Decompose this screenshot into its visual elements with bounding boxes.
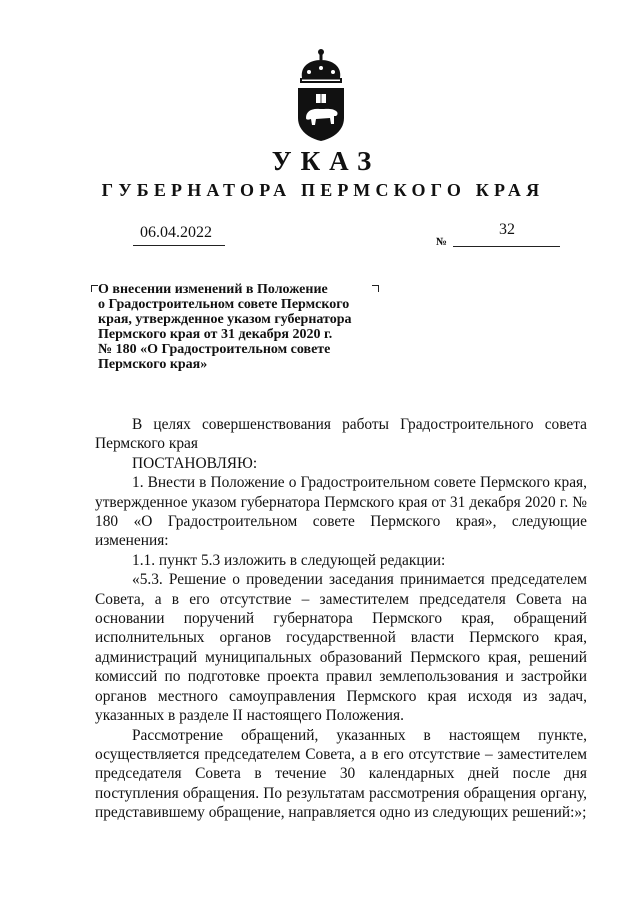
- subject-line: Пермского края»: [98, 357, 208, 372]
- perm-krai-coat-of-arms-icon: [294, 48, 348, 142]
- document-subject: [98, 282, 388, 372]
- clause-5-3-paragraph: «5.3. Решение о проведении заседания принимается председателем Совета, а в его отсутствие – заместителем председателя Совета на основании поручений губернатора Пермского края, обращений исполнительных органов государственной власти Пермского края, администраций муниципальных образований Пермского края, решений комиссий по подготовке проекта правил землепользования и застройки органов местного самоуправления Пермского края исходя из задач, указанных в разделе II настоящего Положения.: [95, 571, 587, 725]
- subject-line: Пермского края от 31 декабря 2020 г.: [98, 327, 333, 342]
- number-underline: [453, 246, 560, 247]
- subject-corner-left: [91, 285, 98, 292]
- document-subtitle: ГУБЕРНАТОРА ПЕРМСКОГО КРАЯ: [101, 180, 545, 200]
- resolve-heading: ПОСТАНОВЛЯЮ:: [132, 454, 258, 472]
- date-underline: [133, 245, 225, 246]
- subject-line: о Градостроительном совете Пермского: [98, 297, 350, 312]
- number-sign: №: [436, 236, 448, 248]
- clause-1-paragraph: 1. Внести в Положение о Градостроительном совете Пермского края, утвержденное указом губернатора Пермского края от 31 декабря 2020 г. № 180 «О Градостроительном совете Пермского края», следующие изменения:: [95, 474, 587, 550]
- document-body: [95, 415, 587, 823]
- subject-line: № 180 «О Градостроительном совете: [98, 342, 331, 357]
- document-date: 06.04.2022: [140, 224, 212, 241]
- document-title: УКАЗ: [271, 146, 381, 176]
- document-number: 32: [499, 221, 515, 238]
- subject-line: края, утвержденное указом губернатора: [98, 312, 352, 327]
- review-paragraph: Рассмотрение обращений, указанных в настоящем пункте, осуществляется председателем Совета, а в его отсутствие – заместителем председателя Совета в течение 30 календарных дней после дня поступления обращения. По результатам рассмотрения обращения органу, представившему обращение, направляется одно из следующих решений:»;: [95, 726, 587, 822]
- preamble-paragraph: В целях совершенствования работы Градостроительного совета Пермского края: [95, 416, 587, 453]
- clause-1-1-paragraph: 1.1. пункт 5.3 изложить в следующей редакции:: [132, 551, 446, 569]
- subject-line: О внесении изменений в Положение: [98, 282, 328, 297]
